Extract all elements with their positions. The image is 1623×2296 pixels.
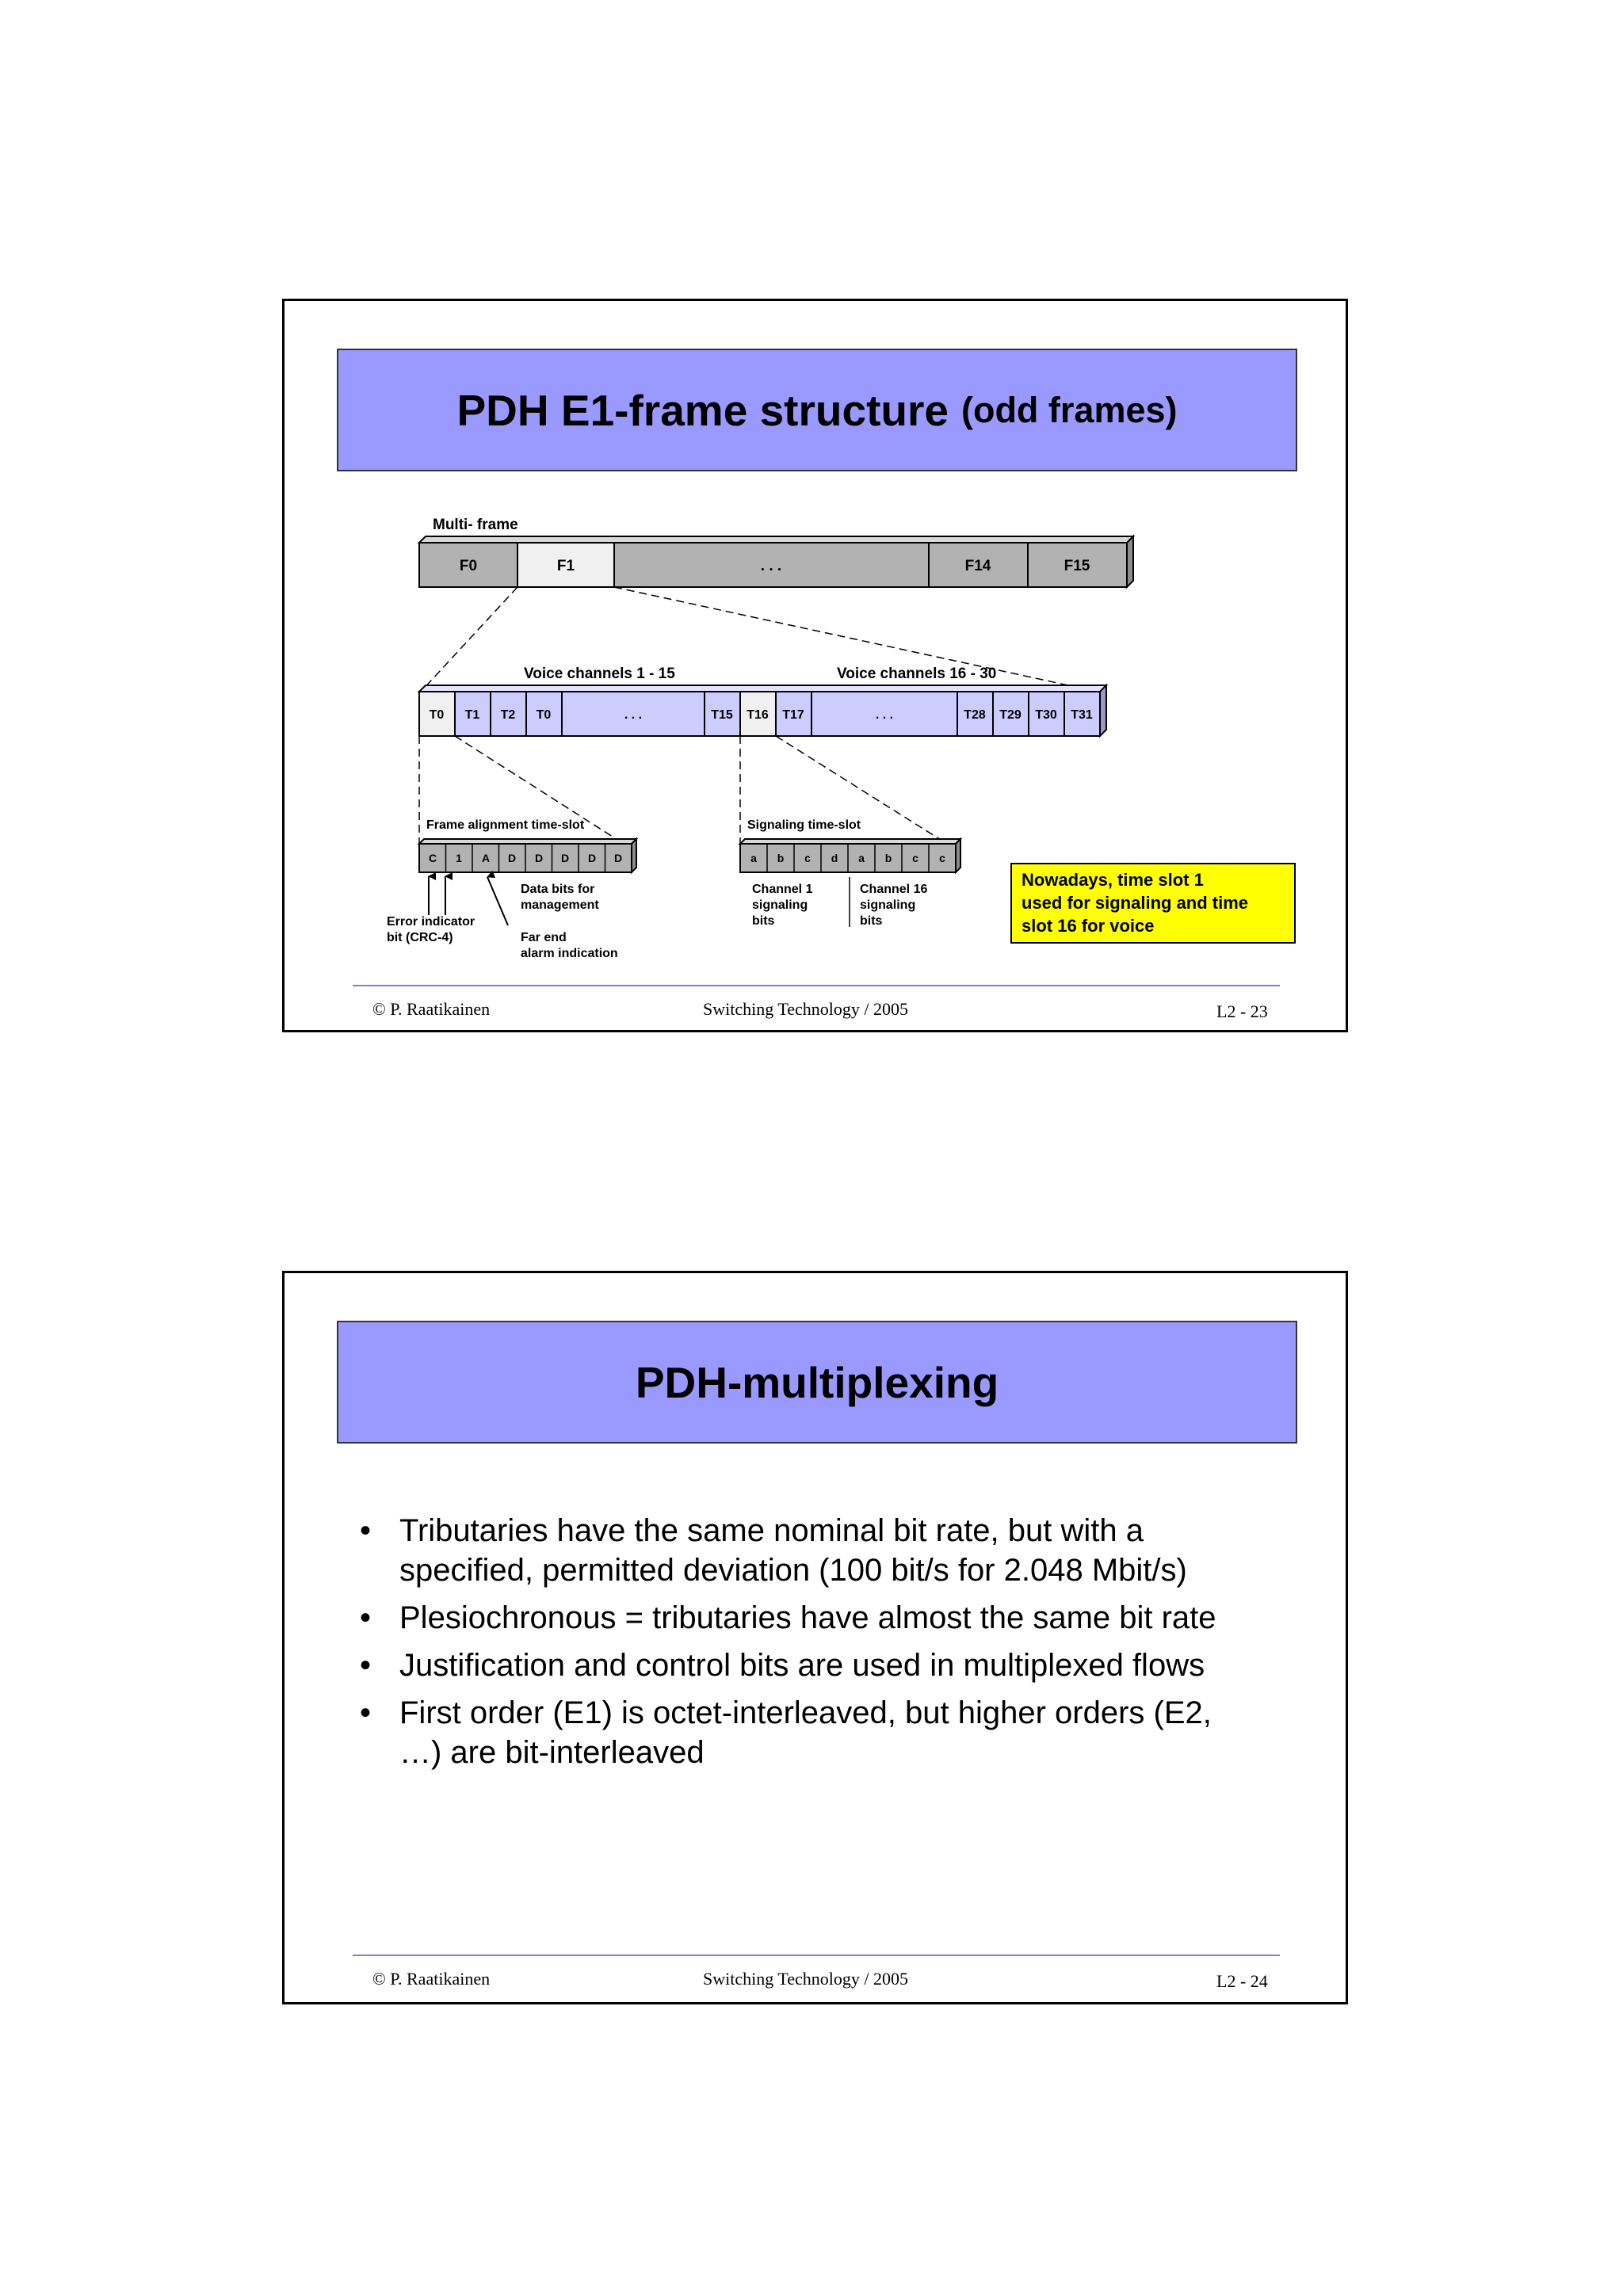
frame-label-f14: F14	[964, 558, 991, 574]
footer-author: © P. Raatikainen	[372, 999, 491, 1019]
signaling-label: Signaling time-slot	[747, 818, 861, 832]
note-line1: Nowadays, time slot 1	[1022, 870, 1204, 890]
slide-title: PDH E1-frame structure	[456, 385, 949, 435]
frame-label-f15: F15	[1064, 558, 1090, 574]
frame-align-bits	[419, 839, 636, 872]
footer-course: Switching Technology / 2005	[703, 999, 908, 1019]
ann-ch1-line2: signaling	[752, 898, 808, 912]
signaling-bits	[740, 839, 960, 872]
slot-label-t16: T16	[747, 708, 769, 722]
ann-ch16-line2: signaling	[860, 898, 916, 912]
bullet-text: Plesiochronous = tributaries have almost the same bit rate	[399, 1600, 1216, 1635]
bullet-glyph: •	[360, 1648, 372, 1683]
fa-bit-d4: D	[587, 852, 597, 864]
bullet-glyph: •	[360, 1600, 372, 1635]
sig-bit-c2: c	[912, 852, 918, 864]
sig-bit-c1: c	[804, 852, 811, 864]
footer-page-number: L2 - 24	[1216, 1971, 1268, 1991]
ann-ch1-line1: Channel 1	[752, 883, 813, 896]
frame-align-label: Frame alignment time-slot	[426, 818, 585, 832]
sig-bit-b1: b	[777, 852, 785, 864]
ann-data-bits-line2: management	[521, 898, 599, 912]
fa-bit-c: C	[428, 852, 437, 864]
ann-error-line2: bit (CRC-4)	[387, 931, 453, 944]
slot-label-t28: T28	[964, 708, 986, 722]
slot-label-dots-2: . . .	[875, 708, 894, 722]
fa-bit-a: A	[481, 852, 491, 864]
slot-label-t0b: T0	[536, 708, 552, 722]
e1-frame-diagram	[285, 301, 1350, 1035]
bullet-text: First order (E1) is octet-interleaved, but higher orders (E2,	[399, 1695, 1212, 1730]
fa-bit-d5: D	[613, 852, 623, 864]
slot-label-t30: T30	[1035, 708, 1057, 722]
arrow-far-end	[487, 877, 508, 925]
slide-subtitle: (odd frames)	[960, 389, 1178, 430]
slide-title-box	[337, 1321, 1297, 1444]
slide-title: PDH-multiplexing	[635, 1357, 999, 1407]
bullet-item	[356, 1511, 1275, 1590]
frame-label-f0: F0	[459, 558, 478, 574]
bullet-text: …) are bit-interleaved	[399, 1735, 705, 1770]
sig-bit-b2: b	[884, 852, 892, 864]
bullet-text: specified, permitted deviation (100 bit/s for 2.048 Mbit/s)	[399, 1553, 1187, 1588]
slot-label-t31: T31	[1071, 708, 1093, 722]
voice-label-16-30: Voice channels 16 - 30	[837, 666, 997, 682]
footer-page-number: L2 - 23	[1216, 1001, 1268, 1021]
sig-bit-c3: c	[939, 852, 945, 864]
footer-divider	[353, 985, 1280, 986]
footer-author: © P. Raatikainen	[372, 1969, 491, 1989]
slide-23	[282, 299, 1348, 1032]
bullet-glyph: •	[360, 1695, 372, 1730]
ann-ch1-line3: bits	[752, 914, 775, 928]
frame-label-f1: F1	[556, 558, 575, 574]
bullet-glyph: •	[360, 1513, 372, 1548]
slot-label-dots-1: . . .	[624, 708, 643, 722]
frame-label-dots: . . .	[760, 558, 782, 574]
slot-label-t29: T29	[999, 708, 1022, 722]
ann-ch16-line1: Channel 16	[860, 883, 928, 896]
slide-24	[282, 1271, 1348, 2004]
note-line3: slot 16 for voice	[1022, 916, 1155, 936]
slot-label-t15: T15	[711, 708, 733, 722]
ann-ch16-line3: bits	[860, 914, 883, 928]
fa-bit-d1: D	[507, 852, 517, 864]
sig-bit-a2: a	[858, 852, 865, 864]
ann-far-end-line1: Far end	[521, 931, 567, 944]
footer-course: Switching Technology / 2005	[703, 1969, 908, 1989]
fa-bit-d2: D	[534, 852, 544, 864]
multiframe-label: Multi- frame	[433, 517, 518, 533]
fa-bit-d3: D	[560, 852, 570, 864]
fa-bit-1: 1	[456, 852, 462, 864]
note-line2: used for signaling and time	[1022, 893, 1249, 913]
voice-label-1-15: Voice channels 1 - 15	[524, 666, 675, 682]
slot-label-t1: T1	[464, 708, 480, 722]
bullet-list	[356, 1511, 1275, 1780]
sig-bit-d1: d	[831, 852, 838, 864]
slot-label-t2: T2	[500, 708, 516, 722]
footer-divider	[353, 1955, 1280, 1956]
bullet-text: Tributaries have the same nominal bit rate, but with a	[399, 1513, 1144, 1548]
bullet-text: Justification and control bits are used in multiplexed flows	[399, 1648, 1205, 1683]
bullet-item	[356, 1598, 1275, 1638]
bullet-item	[356, 1646, 1275, 1685]
slot-label-t0: T0	[429, 708, 445, 722]
ann-error-line1: Error indicator	[387, 915, 475, 929]
slot-label-t17: T17	[782, 708, 804, 722]
sig-bit-a1: a	[750, 852, 757, 864]
ann-far-end-line2: alarm indication	[521, 947, 618, 960]
bullet-item	[356, 1693, 1275, 1772]
ann-data-bits-line1: Data bits for	[521, 883, 595, 896]
